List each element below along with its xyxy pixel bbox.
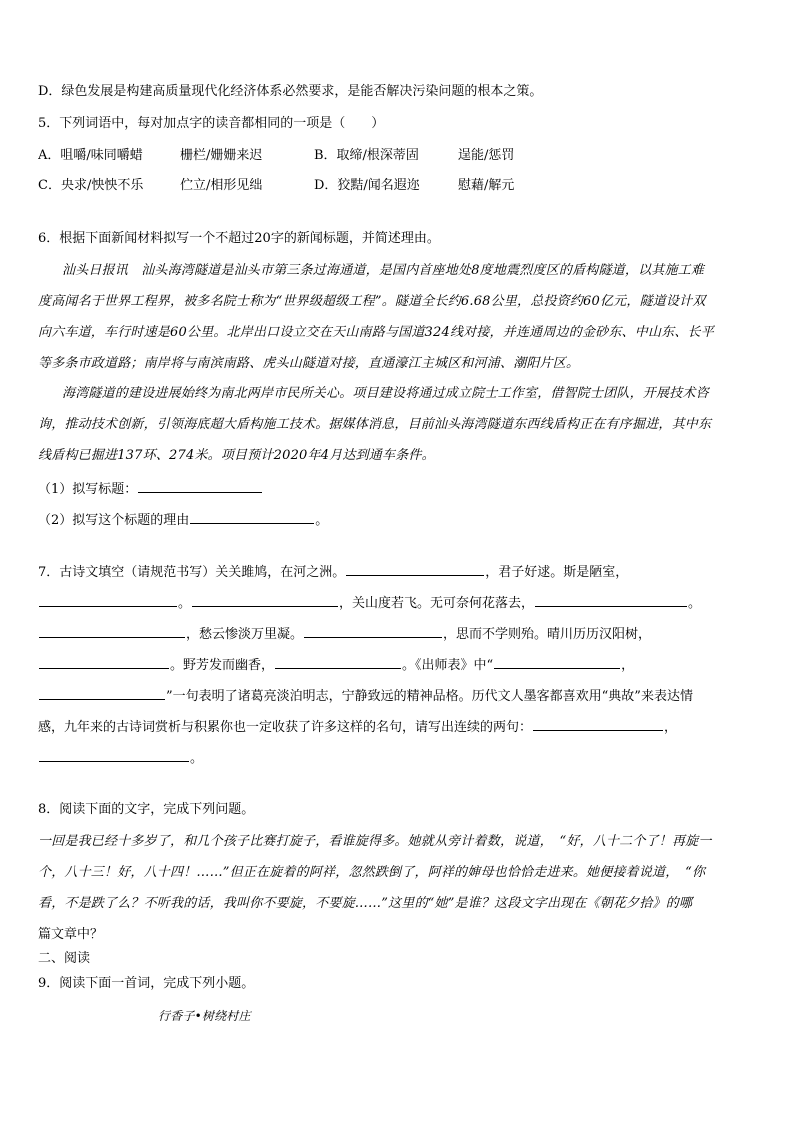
q6-reason-blank[interactable] — [190, 511, 314, 524]
q6-para2-line3: 线盾构已掘进137环、274米。项目预计2020年4月达到通车条件。 — [38, 448, 435, 463]
q8-line4: 篇文章中？ — [38, 927, 104, 942]
q6-para1-line2: 度高闻名于世界工程界，被多名院士称为“世界级超级工程”。隧道全长约6.68公里，总投资约60亿元，隧道设计双 — [38, 294, 706, 309]
q7-l4b: 。《出师表》中“ — [402, 658, 494, 673]
q8-line3: 看，不是跌了么？不听我的话，我叫你不要旋，不要旋……”这里的“她”是谁？这段文字出现在《朝花夕拾》的哪 — [38, 896, 693, 911]
q7-l2c: 。 — [688, 596, 702, 611]
q5-option-d: D．狡黠/闻名遐迩 — [314, 178, 420, 193]
q7-l5a: ”一句表明了诸葛亮淡泊明志，宁静致远的精神品格。历代文人墨客都喜欢用“典故”来表达情 — [166, 689, 693, 704]
q7-l4c: ， — [621, 658, 635, 673]
q5-option-c: C．央求/怏怏不乐 — [38, 178, 144, 193]
q7-blank-4[interactable] — [535, 594, 687, 607]
q6-sub1-label: （1）拟写标题： — [38, 482, 138, 497]
q6-sub1 — [38, 480, 756, 498]
q7-l6b: ， — [664, 720, 678, 735]
q6-para1-line4: 等多条市政道路；南岸将与南滨南路、虎头山隧道对接，直通濠江主城区和河浦、潮阳片区。 — [38, 356, 580, 371]
q7-line3 — [38, 625, 756, 643]
q7-blank-10[interactable] — [39, 687, 165, 700]
q6-sub2-label: （2）拟写这个标题的理由 — [38, 513, 190, 528]
q5-options-row-1 — [38, 147, 756, 164]
q7-l3b: ，思而不学则殆。晴川历历汉阳树， — [443, 627, 652, 642]
q7-blank-3[interactable] — [192, 594, 338, 607]
q5-option-a: A．咀嚼/味同嚼蜡 — [38, 148, 143, 163]
q6-sub2-period: 。 — [315, 513, 329, 528]
q9-stem: 9．阅读下面一首词，完成下列小题。 — [38, 976, 255, 991]
q7-blank-2[interactable] — [39, 594, 177, 607]
q8-stem: 8．阅读下面的文字，完成下列问题。 — [38, 802, 255, 817]
q7-blank-1[interactable] — [346, 563, 484, 576]
q7-l2a: 。 — [178, 596, 192, 611]
q6-para1-line1: 汕头日报讯 汕头海湾隧道是汕头市第三条过海通道，是国内首座地处8度地震烈度区的盾构隧道，以其施工难 — [62, 263, 705, 278]
q7-line4 — [38, 656, 756, 674]
q7-l1b: ，君子好逑。斯是陋室， — [485, 565, 629, 580]
q5-option-b2: 逞能/惩罚 — [458, 148, 515, 163]
q6-sub2 — [38, 511, 756, 529]
q6-para1-line3: 向六车道，车行时速是60公里。北岸出口设立交在天山南路与国道324线对接，并连通周边的金砂东、中山东、长平 — [38, 325, 714, 340]
q7-line7 — [38, 749, 756, 767]
q7-line6 — [38, 718, 756, 736]
q7-blank-11[interactable] — [533, 718, 663, 731]
q5-option-c2: 伫立/相形见绌 — [180, 178, 263, 193]
q7-line2 — [38, 594, 756, 612]
q5-options-row-2 — [38, 177, 756, 194]
q7-blank-8[interactable] — [275, 656, 401, 669]
q6-title-blank[interactable] — [138, 480, 262, 493]
q5-stem: 5．下列词语中，每对加点字的读音都相同的一项是（ ） — [38, 116, 385, 131]
q6-para2-line2: 询，推动技术创新，引领海底超大盾构施工技术。据媒体消息，目前汕头海湾隧道东西线盾构正在有序掘进，其中东 — [38, 417, 712, 432]
q7-blank-7[interactable] — [39, 656, 169, 669]
q8-line1: 一回是我已经十多岁了，和几个孩子比赛打旋子，看谁旋得多。她就从旁计着数，说道， “好，八十二个了！再旋一 — [38, 834, 712, 849]
q5-option-a2: 栅栏/姗姗来迟 — [180, 148, 263, 163]
section-2-heading: 二、阅读 — [38, 951, 91, 966]
q7-l2b: ，关山度若飞。无可奈何花落去， — [339, 596, 535, 611]
q6-para2-line1: 海湾隧道的建设进展始终为南北两岸市民所关心。项目建设将通过成立院士工作室，借智院士团队，开展技术咨 — [62, 386, 709, 401]
q7-l7a: 。 — [190, 751, 204, 766]
q7-blank-12[interactable] — [39, 749, 189, 762]
q6-stem: 6．根据下面新闻材料拟写一个不超过20字的新闻标题，并简述理由。 — [38, 231, 440, 246]
q8-line2: 个，八十三！好，八十四！……”但正在旋着的阿祥，忽然跌倒了，阿祥的婶母也恰恰走进来。她便接着说道， “你 — [38, 865, 706, 880]
q4-option-d: D．绿色发展是构建高质量现代化经济体系必然要求，是能否解决污染问题的根本之策。 — [38, 84, 543, 99]
q9-poem-title: 行香子•树绕村庄 — [158, 1009, 251, 1023]
q7-l1a: 7．古诗文填空（请规范书写）关关雎鸠，在河之洲。 — [38, 565, 346, 580]
q7-line1 — [38, 563, 756, 581]
q7-l4a: 。野芳发而幽香， — [170, 658, 275, 673]
q7-blank-5[interactable] — [39, 625, 185, 638]
q7-l6a: 感，九年来的古诗词赏析与积累你也一定收获了许多这样的名句，请写出连续的两句： — [38, 720, 533, 735]
q7-blank-6[interactable] — [304, 625, 442, 638]
q5-option-b: B．取缔/根深蒂固 — [314, 148, 419, 163]
q7-blank-9[interactable] — [494, 656, 620, 669]
q7-line5 — [38, 687, 756, 705]
q7-l3a: ，愁云惨淡万里凝。 — [186, 627, 304, 642]
q5-option-d2: 慰藉/解元 — [458, 178, 515, 193]
